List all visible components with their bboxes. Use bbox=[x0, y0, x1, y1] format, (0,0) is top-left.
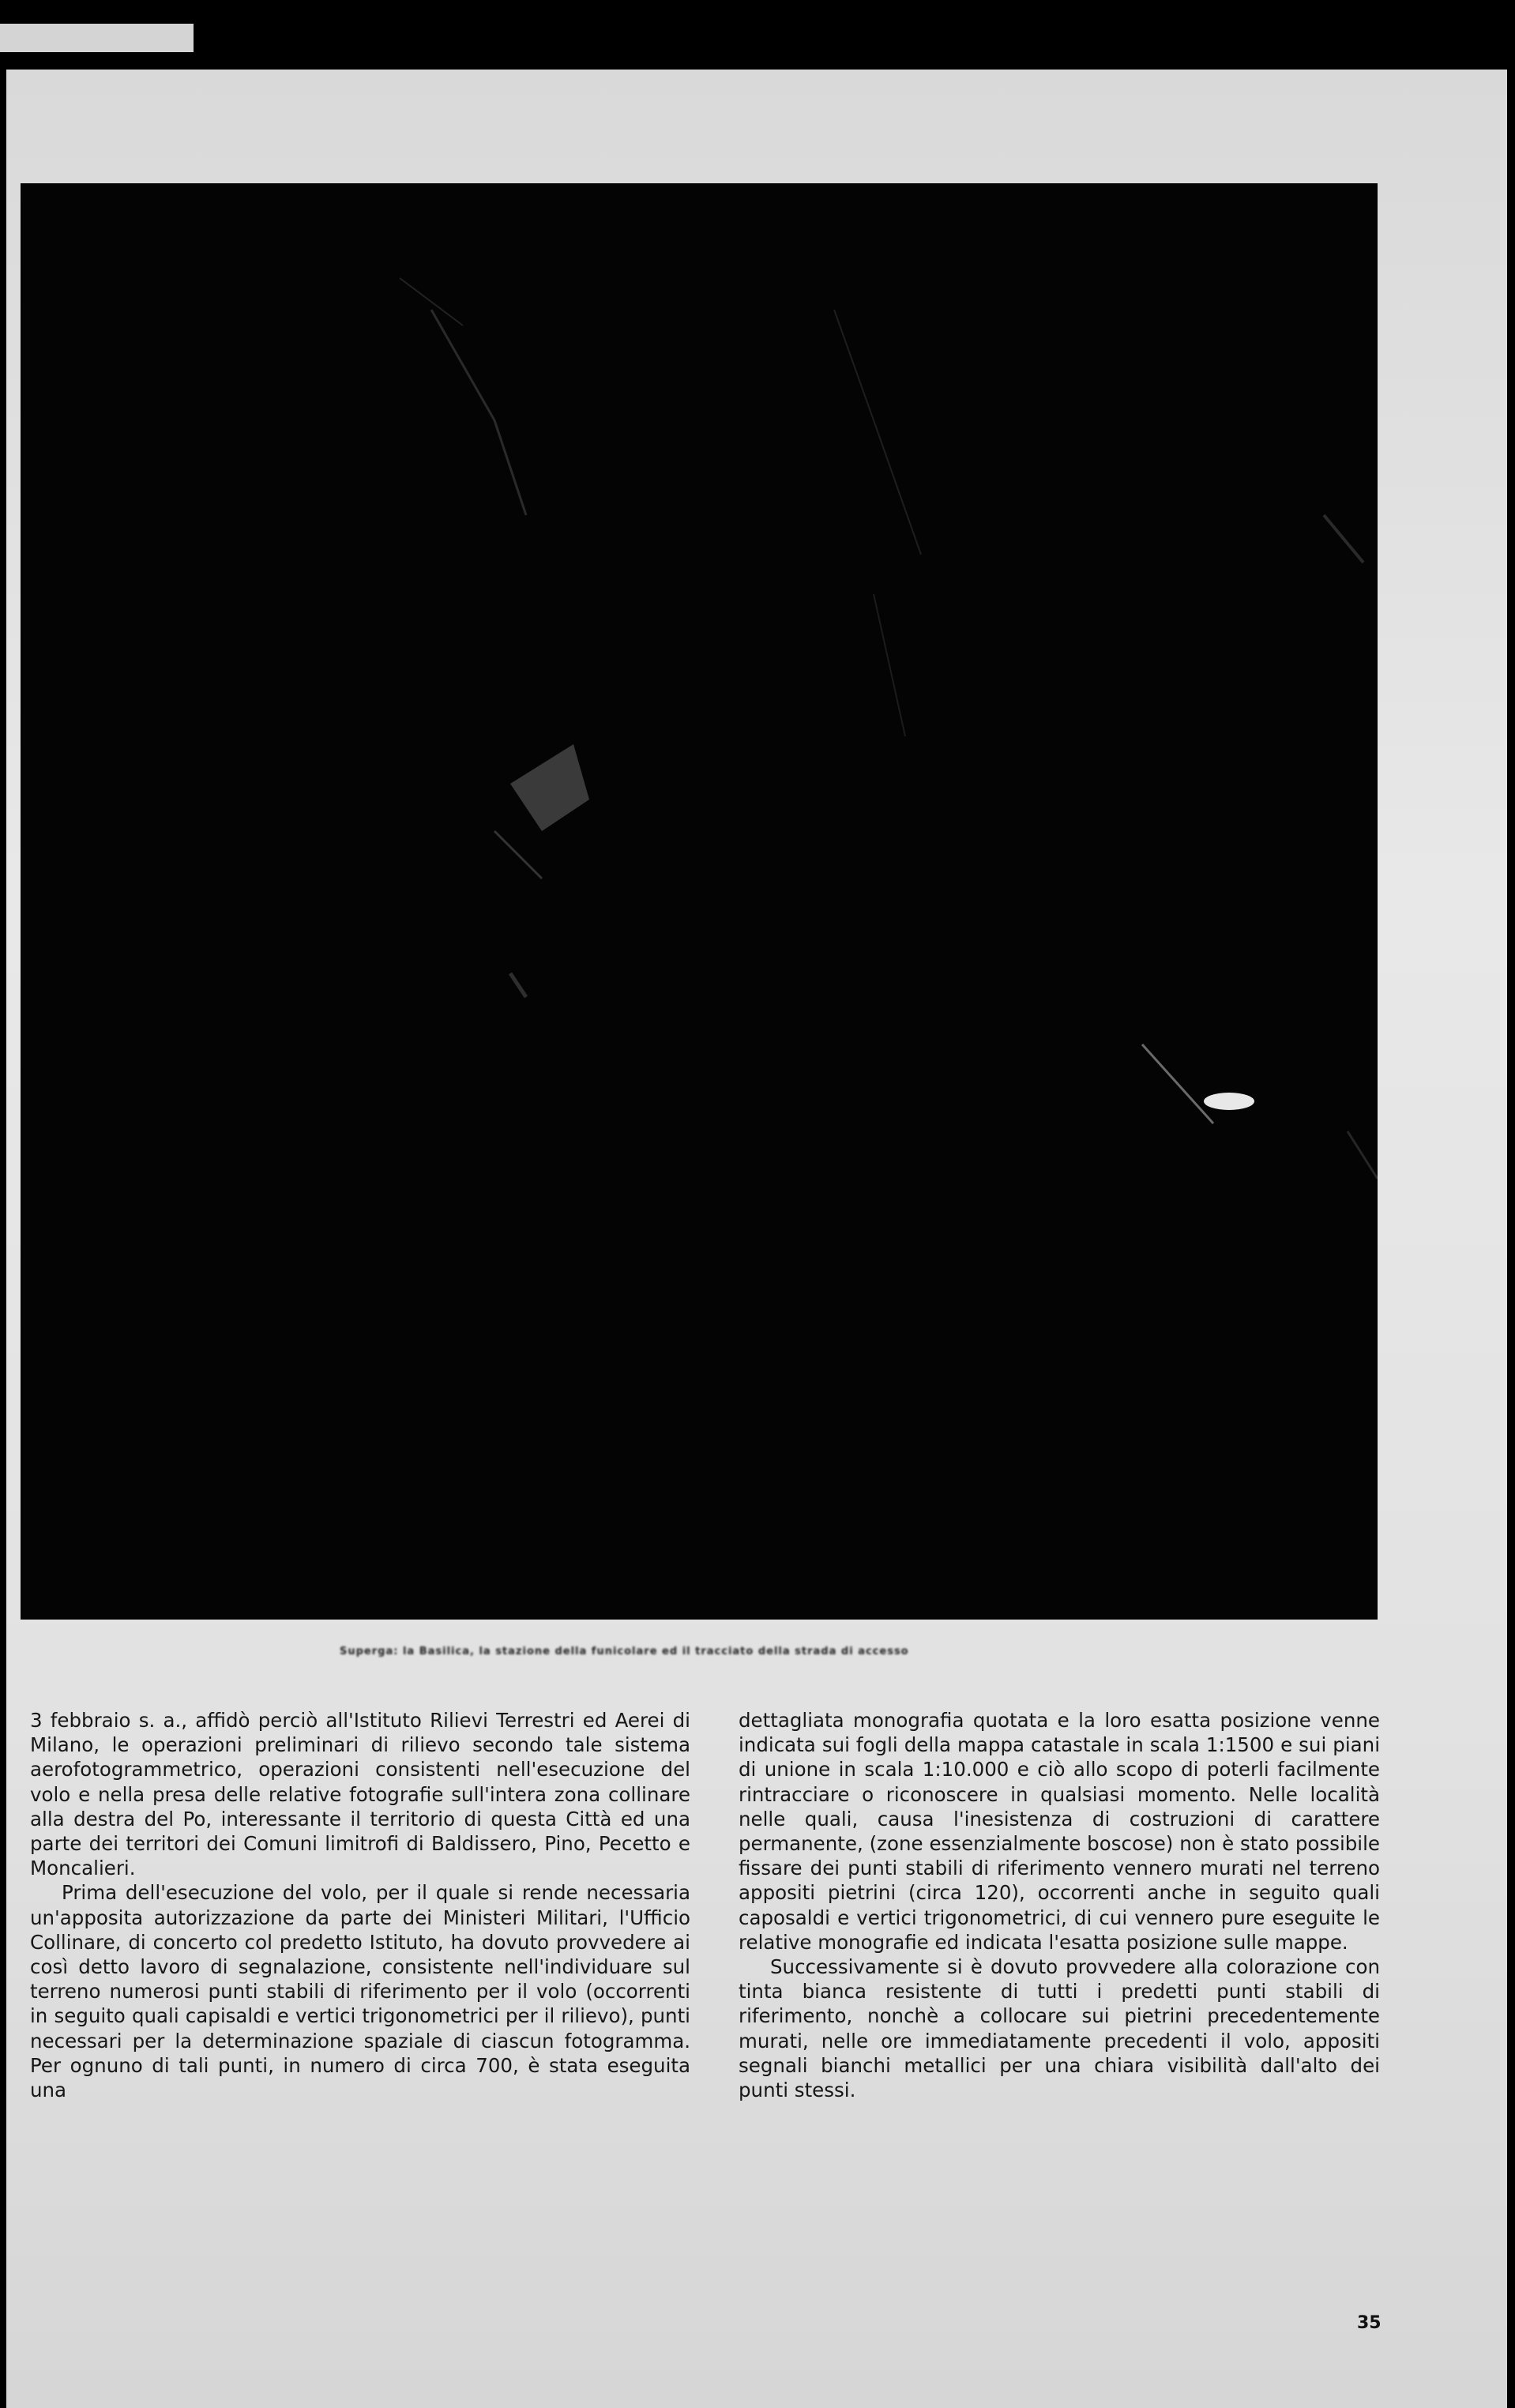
aerial-photo-image bbox=[21, 183, 1378, 1620]
text-column-right bbox=[739, 1708, 1380, 2102]
paragraph: Successivamente si è dovuto provvedere alla colorazione con tinta bianca resistente di tutti i predetti punti stabili di riferimento, nonchè a collocare sui pietrini precedentemente murati, nelle ore immediatamente precedenti il volo, appositi segnali bianchi metallici per una chiara visibilità dall'alto dei punti stessi. bbox=[739, 1955, 1380, 2102]
paragraph: 3 febbraio s. a., affidò perciò all'Istituto Rilievi Terrestri ed Aerei di Milano, le operazioni preliminari di rilievo secondo tale sistema aerofotogrammetrico, operazioni consistenti nell'esecuzione del volo e nella presa delle relative fotografie sull'intera zona collinare alla destra del Po, interessante il territorio di questa Città ed una parte dei territori dei Comuni limitrofi di Baldissero, Pino, Pecetto e Moncalieri. bbox=[30, 1709, 690, 1880]
paper-tab bbox=[0, 24, 194, 52]
paragraph: dettagliata monografia quotata e la loro esatta posizione venne indicata sui fogli della mappa catastale in scala 1:1500 e sui piani di unione in scala 1:10.000 e ciò allo scopo di poterli facilmente rintracciare o riconoscere in qualsiasi momento. Nelle località nelle quali, causa l'inesistenza di costruzioni di carattere permanente, (zone essenzialmente boscose) non è stato possibile fissare dei punti stabili di riferimento vennero murati nel terreno appositi pietrini (circa 120), occorrenti anche in seguito quali caposaldi e vertici trigonometrici, di cui vennero pure eseguite le relative monografie ed indicata l'esatta posizione sulle mappe. bbox=[739, 1709, 1380, 1954]
text-column-left bbox=[30, 1708, 690, 2102]
paragraph: Prima dell'esecuzione del volo, per il quale si rende necessaria un'apposita autorizzazione da parte dei Ministeri Militari, l'Ufficio Collinare, di concerto col predetto Istituto, ha dovuto provvedere ai così detto lavoro di segnalazione, consistente nell'individuare sul terreno numerosi punti stabili di riferimento per il volo (occorrenti in seguito quali capisaldi e vertici trigonometrici per il rilievo), punti necessari per la determinazione spaziale di ciascun fotogramma. Per ognuno di tali punti, in numero di circa 700, è stata eseguita una bbox=[30, 1881, 690, 2102]
page-number: 35 bbox=[1357, 2313, 1382, 2333]
photo-caption: Superga: la Basilica, la stazione della funicolare ed il tracciato della strada di accesso bbox=[340, 1646, 909, 1657]
aerial-photo bbox=[21, 183, 1378, 1620]
